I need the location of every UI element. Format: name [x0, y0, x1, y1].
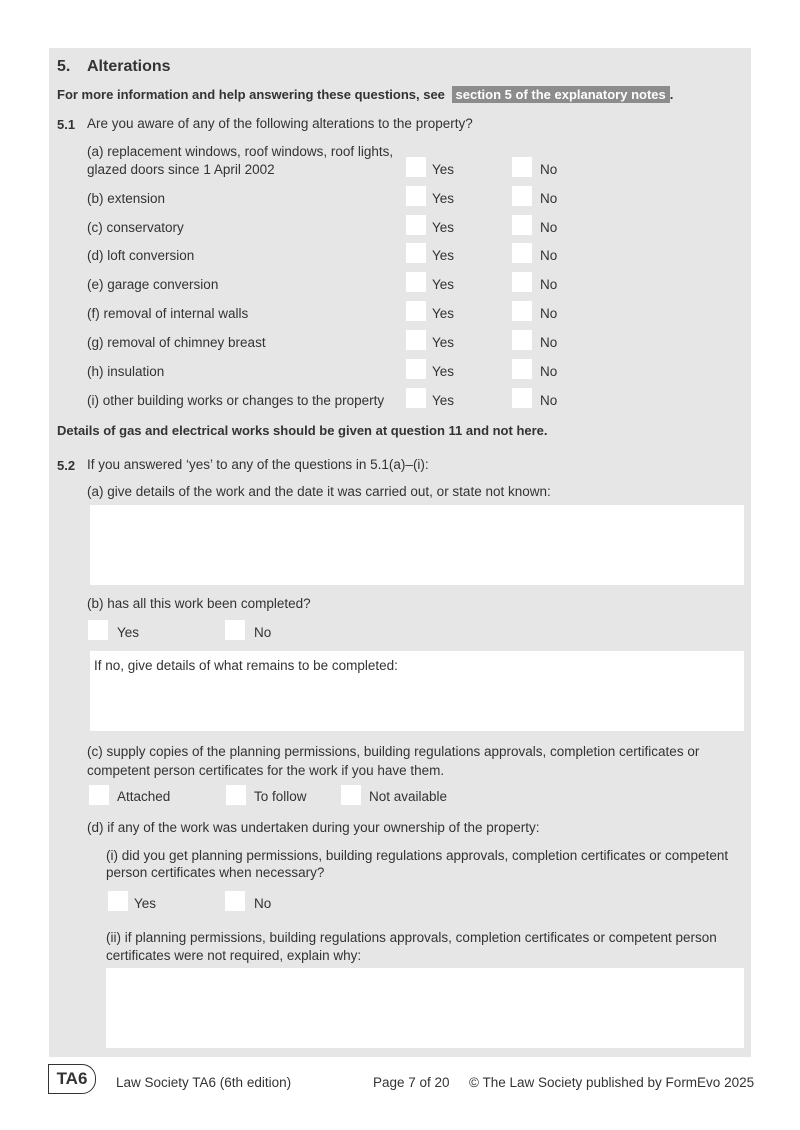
- question-5-2-c-line1: (c) supply copies of the planning permissions, building regulations approvals, completion certificates or: [87, 744, 700, 759]
- completed-no-label: No: [254, 625, 272, 640]
- alteration-f-yes-checkbox[interactable]: [406, 301, 426, 321]
- alteration-i-no-label: No: [540, 393, 558, 408]
- alteration-g-yes-checkbox[interactable]: [406, 330, 426, 350]
- question-5-2-a-text: (a) give details of the work and the date it was carried out, or state not known:: [87, 484, 551, 499]
- question-5-2-b-text: (b) has all this work been completed?: [87, 596, 311, 611]
- permissions-no-label: No: [254, 896, 272, 911]
- alteration-b-no-label: No: [540, 191, 558, 206]
- info-prefix: For more information and help answering these questions, see: [57, 87, 445, 102]
- info-suffix: .: [669, 87, 674, 102]
- alteration-h-label: (h) insulation: [87, 364, 165, 379]
- alteration-e-label: (e) garage conversion: [87, 277, 219, 292]
- alteration-g-no-checkbox[interactable]: [512, 330, 532, 350]
- footer-form-name: Law Society TA6 (6th edition): [116, 1075, 292, 1090]
- alteration-c-yes-checkbox[interactable]: [406, 215, 426, 235]
- permissions-yes-checkbox[interactable]: [108, 891, 128, 911]
- alteration-i-yes-label: Yes: [432, 393, 455, 408]
- alteration-g-no-label: No: [540, 335, 558, 350]
- alteration-f-no-checkbox[interactable]: [512, 301, 532, 321]
- alteration-c-yes-label: Yes: [432, 220, 455, 235]
- alteration-d-no-checkbox[interactable]: [512, 243, 532, 263]
- alteration-c-no-checkbox[interactable]: [512, 215, 532, 235]
- alteration-f-yes-label: Yes: [432, 306, 455, 321]
- alteration-d-yes-checkbox[interactable]: [406, 243, 426, 263]
- alteration-f-no-label: No: [540, 306, 558, 321]
- section-title: Alterations: [87, 58, 171, 75]
- alteration-b-label: (b) extension: [87, 191, 166, 206]
- question-text-5-1: Are you aware of any of the following alterations to the property?: [87, 116, 473, 131]
- info-line: [57, 86, 673, 103]
- question-5-2-c-line2: competent person certificates for the work if you have them.: [87, 763, 445, 778]
- alteration-a-label-line2: glazed doors since 1 April 2002: [87, 162, 275, 177]
- alteration-f-label: (f) removal of internal walls: [87, 306, 249, 321]
- question-5-2-d-ii-line1: (ii) if planning permissions, building regulations approvals, completion certificates or competent person: [106, 930, 717, 945]
- alteration-a-no-checkbox[interactable]: [512, 157, 532, 177]
- footer-page-number: Page 7 of 20: [373, 1075, 450, 1090]
- alteration-h-yes-checkbox[interactable]: [406, 359, 426, 379]
- alteration-a-yes-checkbox[interactable]: [406, 157, 426, 177]
- permissions-no-checkbox[interactable]: [225, 891, 245, 911]
- footer-copyright: © The Law Society published by FormEvo 2025: [469, 1075, 755, 1090]
- certificates-attached-label: Attached: [117, 789, 171, 804]
- alteration-e-no-label: No: [540, 277, 558, 292]
- alteration-d-yes-label: Yes: [432, 248, 455, 263]
- alteration-b-no-checkbox[interactable]: [512, 186, 532, 206]
- alteration-i-no-checkbox[interactable]: [512, 388, 532, 408]
- alteration-b-yes-label: Yes: [432, 191, 455, 206]
- alteration-h-no-label: No: [540, 364, 558, 379]
- question-number-5-2: 5.2: [57, 458, 76, 473]
- alteration-g-label: (g) removal of chimney breast: [87, 335, 266, 350]
- alteration-a-no-label: No: [540, 162, 558, 177]
- alteration-a-yes-label: Yes: [432, 162, 455, 177]
- question-number-5-1: 5.1: [57, 117, 76, 132]
- question-5-2-d-i-line2: person certificates when necessary?: [106, 865, 325, 880]
- not-required-explanation-textarea[interactable]: [106, 968, 744, 1048]
- certificates-to-follow-checkbox[interactable]: [226, 785, 246, 805]
- completed-yes-checkbox[interactable]: [88, 620, 108, 640]
- section-number: 5.: [57, 58, 71, 75]
- alteration-e-yes-label: Yes: [432, 277, 455, 292]
- completed-no-checkbox[interactable]: [225, 620, 245, 640]
- alteration-h-yes-label: Yes: [432, 364, 455, 379]
- explanatory-notes-link[interactable]: section 5 of the explanatory notes: [452, 86, 670, 103]
- alteration-i-label: (i) other building works or changes to the property: [87, 393, 385, 408]
- question-5-2-d-i-line1: (i) did you get planning permissions, building regulations approvals, completion certificates or competent: [106, 848, 729, 863]
- question-5-2-d-text: (d) if any of the work was undertaken during your ownership of the property:: [87, 820, 540, 835]
- certificates-not-available-label: Not available: [369, 789, 448, 804]
- remaining-work-label: If no, give details of what remains to be completed:: [94, 658, 398, 673]
- alteration-d-no-label: No: [540, 248, 558, 263]
- remaining-work-textarea[interactable]: [90, 651, 744, 731]
- alteration-b-yes-checkbox[interactable]: [406, 186, 426, 206]
- alteration-d-label: (d) loft conversion: [87, 248, 195, 263]
- alteration-e-no-checkbox[interactable]: [512, 272, 532, 292]
- alteration-c-no-label: No: [540, 220, 558, 235]
- alteration-g-yes-label: Yes: [432, 335, 455, 350]
- question-text-5-2: If you answered ‘yes’ to any of the questions in 5.1(a)–(i):: [87, 457, 429, 472]
- alteration-c-label: (c) conservatory: [87, 220, 184, 235]
- certificates-attached-checkbox[interactable]: [89, 785, 109, 805]
- completed-yes-label: Yes: [117, 625, 140, 640]
- alteration-a-label-line1: (a) replacement windows, roof windows, roof lights,: [87, 144, 394, 159]
- question-5-2-d-ii-line2: certificates were not required, explain why:: [106, 948, 362, 963]
- gas-electrical-note: Details of gas and electrical works should be given at question 11 and not here.: [57, 423, 548, 438]
- certificates-to-follow-label: To follow: [254, 789, 307, 804]
- permissions-yes-label: Yes: [134, 896, 157, 911]
- certificates-not-available-checkbox[interactable]: [341, 785, 361, 805]
- work-details-textarea[interactable]: [90, 505, 744, 585]
- alteration-e-yes-checkbox[interactable]: [406, 272, 426, 292]
- ta6-badge: TA6: [48, 1064, 96, 1094]
- alteration-h-no-checkbox[interactable]: [512, 359, 532, 379]
- alteration-i-yes-checkbox[interactable]: [406, 388, 426, 408]
